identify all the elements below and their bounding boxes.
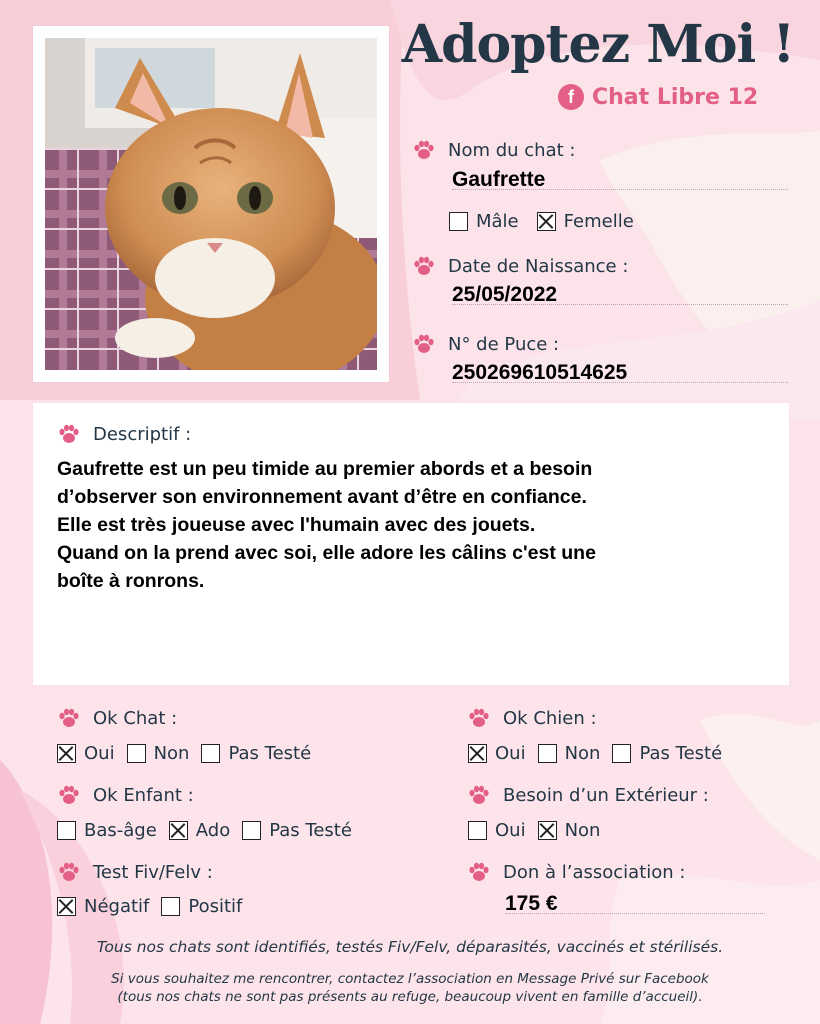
ok-chat-non-checkbox[interactable] bbox=[127, 744, 146, 763]
ok-enfant-bas-age-checkbox[interactable] bbox=[57, 821, 76, 840]
ok-chat-options bbox=[57, 743, 323, 764]
exterieur-option[interactable] bbox=[538, 820, 601, 841]
paw-icon bbox=[467, 860, 491, 884]
chip-value: 250269610514625 bbox=[452, 361, 788, 383]
birth-label: Date de Naissance : bbox=[448, 255, 629, 277]
female-checkbox[interactable] bbox=[537, 212, 556, 231]
option-label: Oui bbox=[495, 820, 526, 841]
ok-chat-label: Ok Chat : bbox=[93, 707, 178, 729]
fiv-negatif-checkbox[interactable] bbox=[57, 897, 76, 916]
description-line: Elle est très joueuse avec l'humain avec des jouets. bbox=[57, 514, 536, 536]
description-line: boîte à ronrons. bbox=[57, 570, 205, 592]
description-label: Descriptif : bbox=[93, 423, 192, 445]
name-value: Gaufrette bbox=[452, 168, 788, 190]
option-label: Oui bbox=[495, 743, 526, 764]
cat-photo-frame bbox=[33, 26, 389, 382]
birth-label-row bbox=[412, 254, 628, 278]
option-label: Non bbox=[564, 743, 601, 764]
facebook-link[interactable] bbox=[558, 84, 758, 110]
name-label: Nom du chat : bbox=[448, 139, 576, 161]
exterieur-option[interactable] bbox=[468, 820, 526, 841]
cat-photo bbox=[45, 38, 377, 370]
ok-chien-non-checkbox[interactable] bbox=[538, 744, 557, 763]
option-label: Positif bbox=[188, 896, 243, 917]
chip-label: N° de Puce : bbox=[448, 333, 560, 355]
don-label: Don à l’association : bbox=[503, 861, 686, 883]
don-value: 175 € bbox=[505, 892, 765, 914]
name-label-row bbox=[412, 138, 575, 162]
footer-notice: Tous nos chats sont identifiés, testés Fiv/Felv, déparasités, vaccinés et stérilisés. bbox=[96, 938, 724, 956]
ok-chien-option[interactable] bbox=[468, 743, 526, 764]
ok-chat-option[interactable] bbox=[201, 743, 311, 764]
fiv-label-row bbox=[57, 860, 213, 884]
paw-icon bbox=[57, 706, 81, 730]
exterieur-label-row bbox=[467, 783, 709, 807]
paw-icon bbox=[467, 706, 491, 730]
paw-icon bbox=[412, 332, 436, 356]
option-label: Non bbox=[564, 820, 601, 841]
paw-icon bbox=[57, 422, 81, 446]
paw-icon bbox=[57, 783, 81, 807]
birth-value: 25/05/2022 bbox=[452, 283, 788, 305]
ok-chat-label-row bbox=[57, 706, 177, 730]
ok-enfant-ado-checkbox[interactable] bbox=[169, 821, 188, 840]
chip-label-row bbox=[412, 332, 559, 356]
ok-chat-option[interactable] bbox=[127, 743, 190, 764]
exterieur-options bbox=[468, 820, 612, 841]
ok-chat-pas-teste-checkbox[interactable] bbox=[201, 744, 220, 763]
footer-contact-line: (tous nos chats ne sont pas présents au refuge, beaucoup vivent en famille d’accueil). bbox=[117, 989, 703, 1005]
ok-enfant-label: Ok Enfant : bbox=[93, 784, 194, 806]
option-label: Ado bbox=[195, 820, 231, 841]
option-label: Pas Testé bbox=[228, 743, 312, 764]
description-line: Quand on la prend avec soi, elle adore les câlins c'est une bbox=[57, 542, 596, 564]
option-label: Oui bbox=[84, 743, 115, 764]
ok-chien-label: Ok Chien : bbox=[503, 707, 597, 729]
ok-chien-oui-checkbox[interactable] bbox=[468, 744, 487, 763]
fiv-positif-checkbox[interactable] bbox=[161, 897, 180, 916]
ok-enfant-label-row bbox=[57, 783, 194, 807]
footer-contact bbox=[0, 970, 820, 1006]
exterieur-label: Besoin d’un Extérieur : bbox=[503, 784, 709, 806]
paw-icon bbox=[57, 860, 81, 884]
ok-chat-option[interactable] bbox=[57, 743, 115, 764]
ok-chien-options bbox=[468, 743, 734, 764]
ok-chat-oui-checkbox[interactable] bbox=[57, 744, 76, 763]
male-label: Mâle bbox=[476, 211, 519, 232]
ok-enfant-options bbox=[57, 820, 364, 841]
description-text bbox=[57, 455, 757, 595]
option-label: Bas-âge bbox=[84, 820, 157, 841]
option-label: Pas Testé bbox=[269, 820, 352, 841]
ok-enfant-option[interactable] bbox=[169, 820, 230, 841]
paw-icon bbox=[412, 138, 436, 162]
ok-enfant-pas-teste-checkbox[interactable] bbox=[242, 821, 261, 840]
description-line: Gaufrette est un peu timide au premier abords et a besoin bbox=[57, 458, 593, 480]
sex-options bbox=[449, 211, 646, 232]
exterieur-oui-checkbox[interactable] bbox=[468, 821, 487, 840]
male-checkbox[interactable] bbox=[449, 212, 468, 231]
facebook-icon: f bbox=[558, 84, 584, 110]
option-label: Négatif bbox=[84, 896, 150, 917]
ok-chien-option[interactable] bbox=[538, 743, 601, 764]
paw-icon bbox=[412, 254, 436, 278]
description-line: d’observer son environnement avant d’être en confiance. bbox=[57, 486, 587, 508]
paw-icon bbox=[467, 783, 491, 807]
description-label-row bbox=[57, 422, 191, 446]
fiv-option[interactable] bbox=[161, 896, 242, 917]
sex-option-female[interactable] bbox=[537, 211, 634, 232]
option-label: Pas Testé bbox=[639, 743, 723, 764]
fiv-options bbox=[57, 896, 254, 917]
option-label: Non bbox=[153, 743, 190, 764]
facebook-page-name: Chat Libre 12 bbox=[592, 84, 759, 110]
ok-chien-option[interactable] bbox=[612, 743, 722, 764]
fiv-option[interactable] bbox=[57, 896, 149, 917]
ok-enfant-option[interactable] bbox=[242, 820, 352, 841]
ok-chien-label-row bbox=[467, 706, 597, 730]
page-title: Adoptez Moi ! bbox=[401, 14, 795, 75]
ok-enfant-option[interactable] bbox=[57, 820, 157, 841]
don-label-row bbox=[467, 860, 685, 884]
exterieur-non-checkbox[interactable] bbox=[538, 821, 557, 840]
fiv-label: Test Fiv/Felv : bbox=[93, 861, 213, 883]
female-label: Femelle bbox=[563, 211, 634, 232]
ok-chien-pas-teste-checkbox[interactable] bbox=[612, 744, 631, 763]
footer-contact-line: Si vous souhaitez me rencontrer, contactez l’association en Message Privé sur Facebook bbox=[111, 971, 709, 987]
sex-option-male[interactable] bbox=[449, 211, 519, 232]
